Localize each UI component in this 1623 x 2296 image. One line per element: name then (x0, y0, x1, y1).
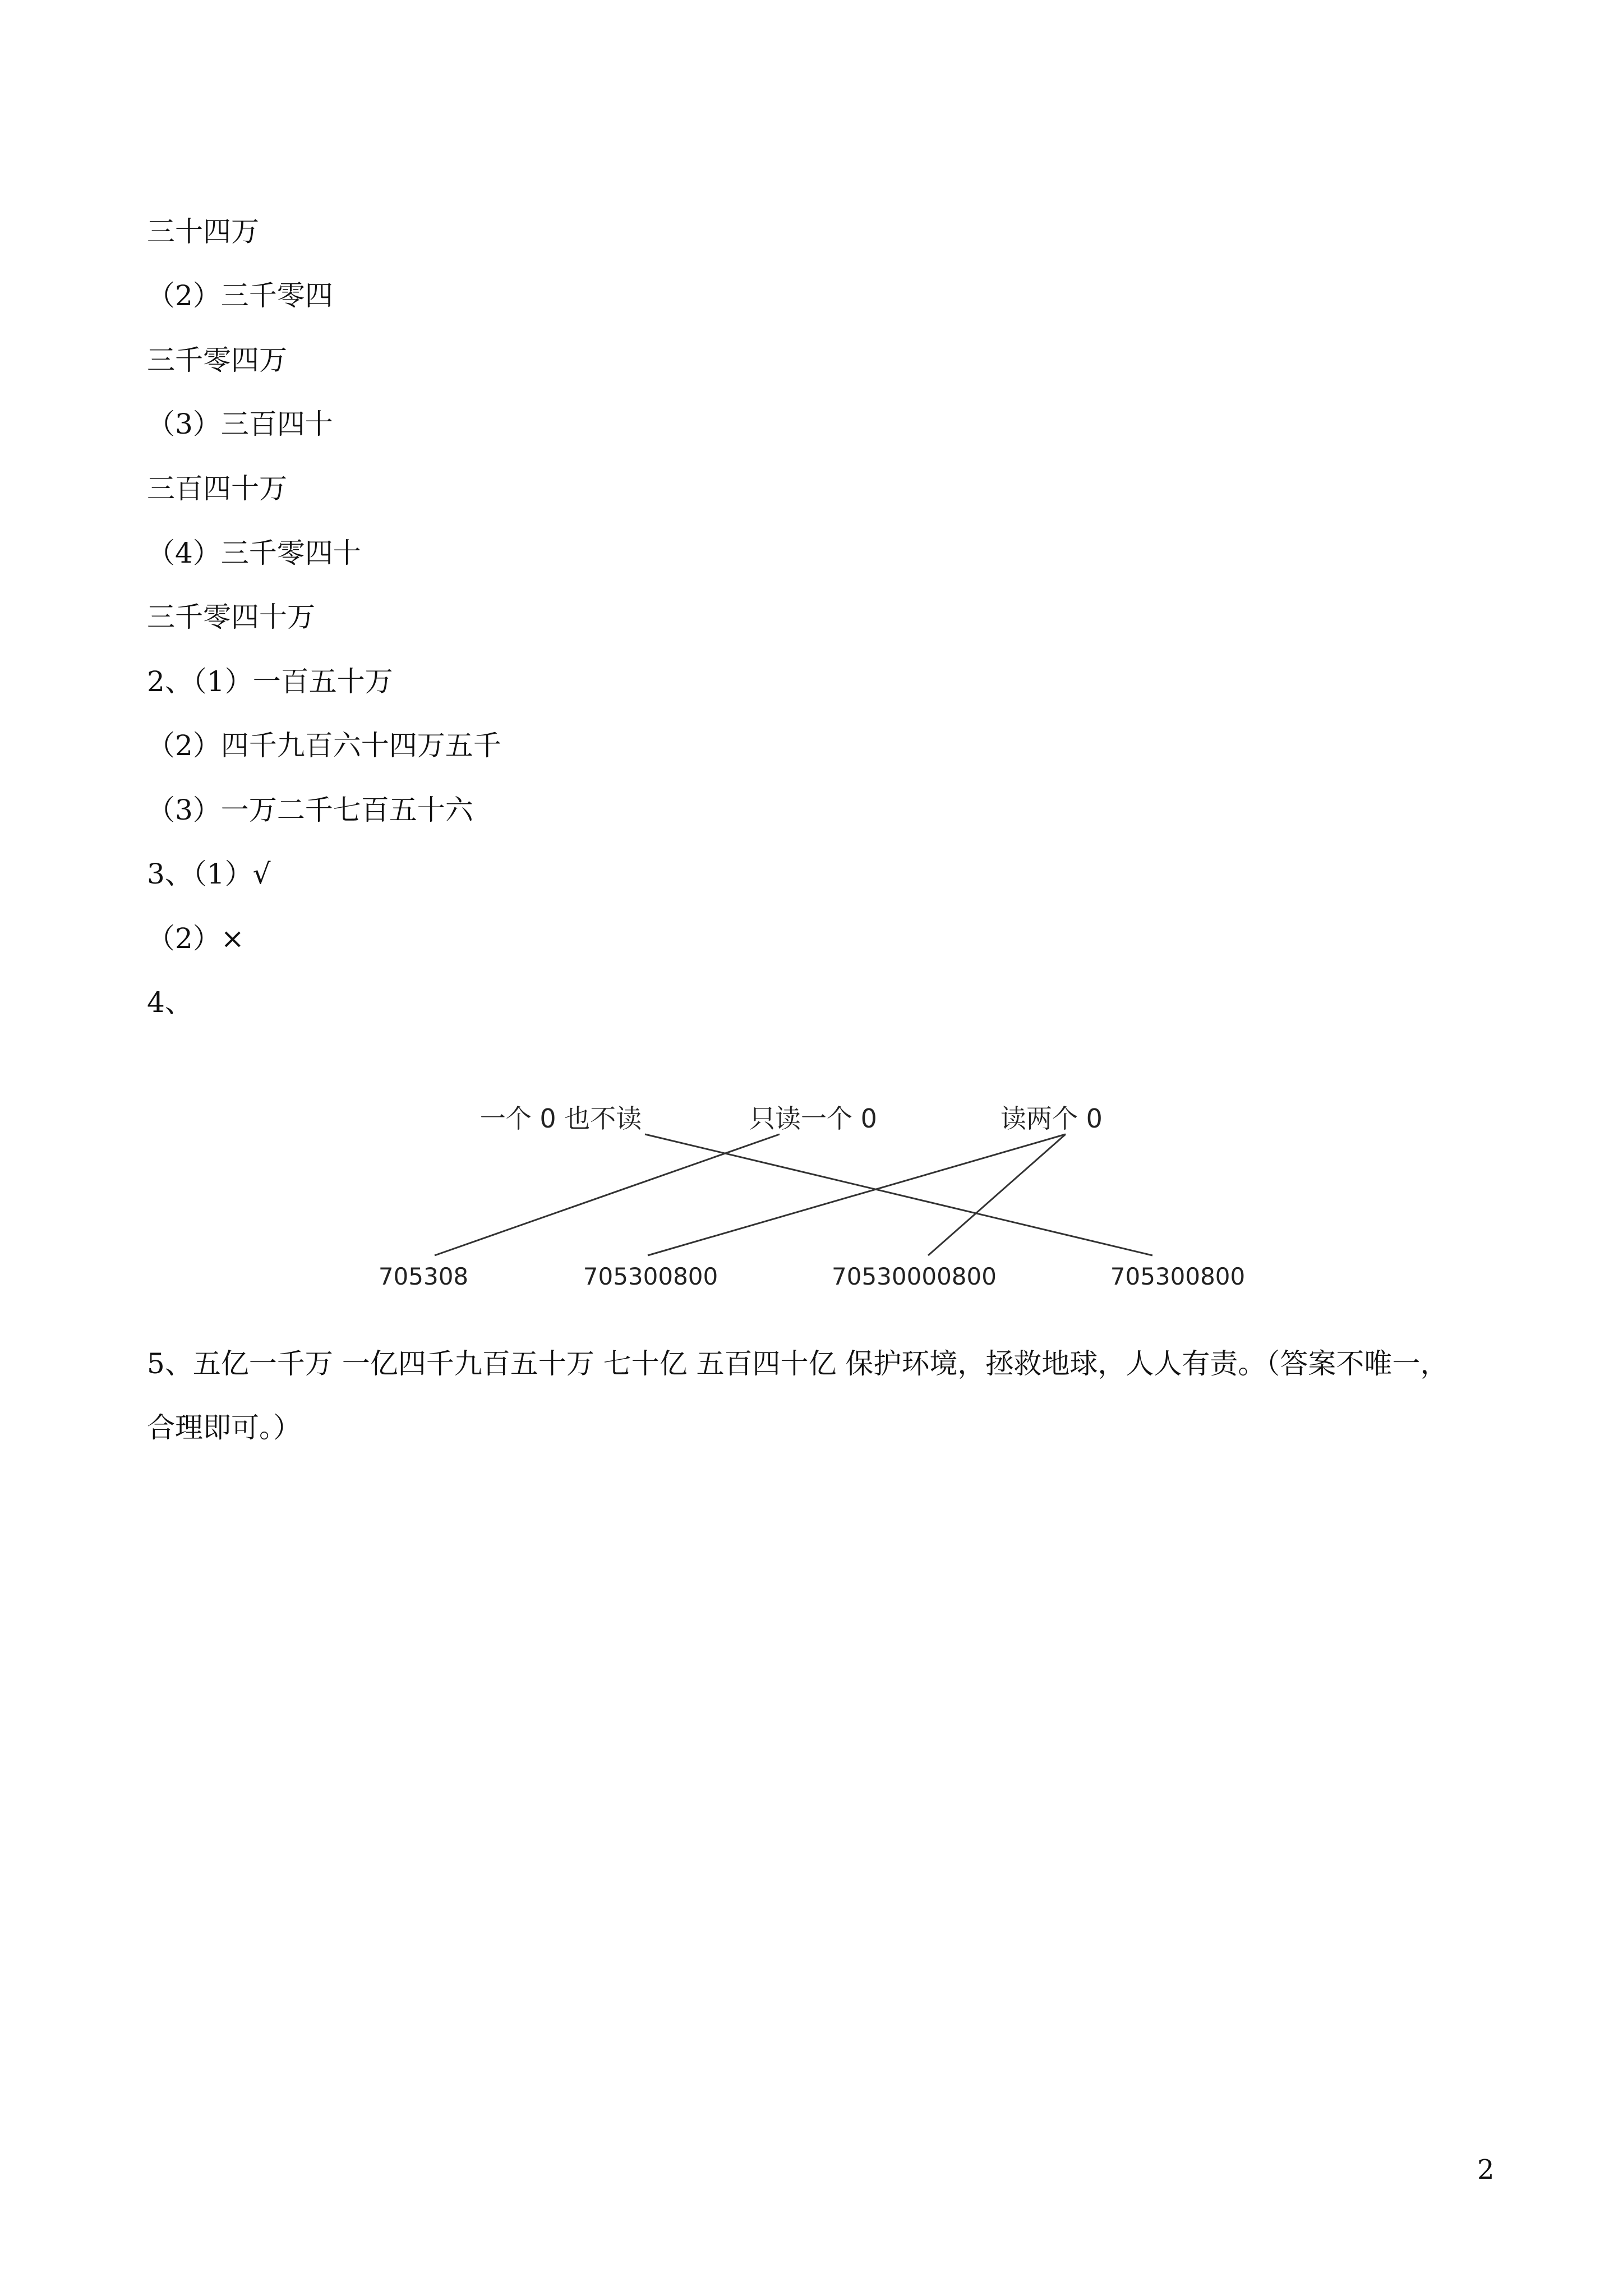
answer-line: （4）三千零四十 (147, 537, 361, 569)
connector-line (648, 1134, 1066, 1255)
question-5-line-2: 合理即可。） (147, 1411, 301, 1444)
question-5-line-1: 5、五亿一千万 一亿四千九百五十万 七十亿 五百四十亿 保护环境，拯救地球，人人有责。（答案不唯一， (147, 1347, 1449, 1380)
number-label: 705300800 (583, 1263, 718, 1290)
number-label: 705308 (378, 1263, 469, 1290)
connector-line (645, 1134, 1152, 1255)
answer-line: （2）四千九百六十四万五千 (147, 729, 501, 762)
answer-line: 3、（1）√ (147, 858, 271, 890)
number-label: 705300800 (1110, 1263, 1246, 1290)
answer-line: 三千零四万 (147, 344, 287, 376)
answer-line: 三千零四十万 (147, 601, 315, 633)
answer-line: 2、（1）一百五十万 (147, 665, 393, 698)
answer-line: （3）三百四十 (147, 408, 333, 440)
answer-line: 三百四十万 (147, 472, 287, 505)
category-label: 一个 0 也不读 (479, 1103, 642, 1134)
answer-line: （3）一万二千七百五十六 (147, 794, 473, 826)
category-label: 读两个 0 (1000, 1103, 1103, 1134)
connector-line (435, 1134, 780, 1255)
category-label: 只读一个 0 (749, 1103, 877, 1134)
answer-line: （2）× (147, 922, 245, 955)
connector-line (928, 1134, 1066, 1255)
answer-line: 三十四万 (147, 215, 259, 248)
number-label: 70530000800 (832, 1263, 997, 1290)
answer-line: 4、 (147, 986, 193, 1019)
page-number: 2 (1477, 2154, 1495, 2185)
answer-line: （2）三千零四 (147, 279, 333, 312)
